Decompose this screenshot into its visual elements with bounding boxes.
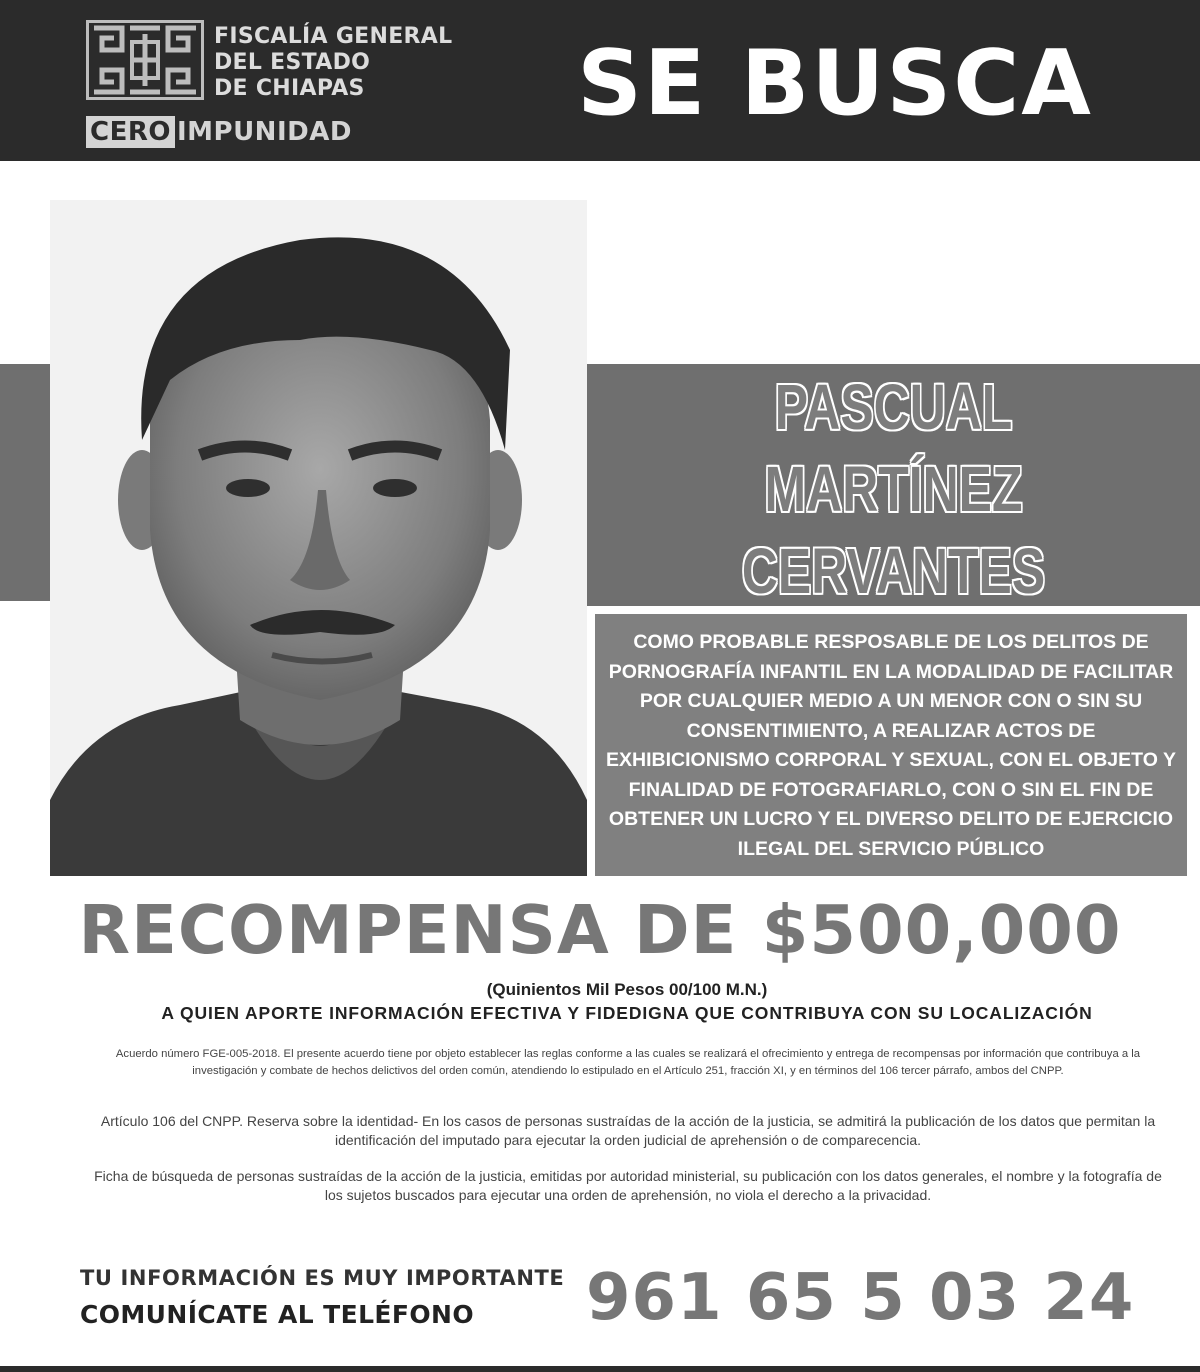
reward-amount-words: (Quinientos Mil Pesos 00/100 M.N.)	[486, 980, 768, 999]
legal-text-agreement: Acuerdo número FGE-005-2018. El presente acuerdo tiene por objeto establecer las reglas conforme a las cuales se realizará el ofrecimiento y entrega de recompensas por información que contribuya a la investigación y combate de hechos delictivos del orden común, atendiendo lo estipulado en el Artículo 251, fracción XI, y en términos del 106 tercer párrafo, ambos del CNPP.	[115, 1048, 1141, 1077]
suspect-name-line-1: PASCUAL	[774, 371, 1013, 443]
suspect-name-line-2: MARTÍNEZ	[764, 453, 1023, 525]
reward-headline: RECOMPENSA DE $500,000	[78, 891, 1122, 969]
slogan	[86, 116, 352, 148]
fretwork-logo-icon	[86, 20, 204, 100]
mugshot-photo	[50, 200, 587, 876]
reward-condition: A QUIEN APORTE INFORMACIÓN EFECTIVA Y FIDEDIGNA QUE CONTRIBUYA CON SU LOCALIZACIÓN	[161, 1003, 1093, 1023]
slogan-cero: CERO	[86, 116, 175, 148]
phone-number: 961 65 5 03 24	[586, 1261, 1135, 1335]
suspect-name-line-3: CERVANTES	[741, 535, 1046, 607]
call-to-action-line-2: COMUNÍCATE AL TELÉFONO	[80, 1300, 475, 1329]
org-name-line-2: DEL ESTADO	[214, 50, 371, 75]
org-name-line-3: DE CHIAPAS	[214, 76, 365, 101]
slogan-impunidad: IMPUNIDAD	[176, 117, 352, 147]
legal-text-article-106: Artículo 106 del CNPP. Reserva sobre la identidad- En los casos de personas sustraídas de la acción de la justicia, se admitirá la publicación de los datos que permitan la identificación del imputado para ejecutar la orden judicial de aprehensión o de comparecencia.	[100, 1113, 1156, 1148]
bottom-rule	[0, 1366, 1200, 1372]
header-banner	[0, 0, 1200, 161]
call-to-action-line-1: TU INFORMACIÓN ES MUY IMPORTANTE	[80, 1266, 565, 1290]
charges-description: COMO PROBABLE RESPOSABLE DE LOS DELITOS DE PORNOGRAFÍA INFANTIL EN LA MODALIDAD DE FACILITAR POR CUALQUIER MEDIO A UN MENOR CON O SIN SU CONSENTIMIENTO, A REALIZAR ACTOS DE EXHIBICIONISMO CORPORAL Y SEXUAL, CON EL OBJETO Y FINALIDAD DE FOTOGRAFIARLO, CON O SIN EL FIN DE OBTENER UN LUCRO Y EL DIVERSO DELITO DE EJERCICIO ILEGAL DEL SERVICIO PÚBLICO	[595, 614, 1187, 876]
left-accent-bar	[0, 364, 50, 601]
poster-title: SE BUSCA	[577, 31, 1093, 136]
legal-text-privacy: Ficha de búsqueda de personas sustraídas de la acción de la justicia, emitidas por autoridad ministerial, su publicación con los datos generales, el nombre y la fotografía de los sujetos buscados para ejecutar una orden de aprehensión, no viola el derecho a la privacidad.	[94, 1168, 1162, 1203]
org-name-line-1: FISCALÍA GENERAL	[214, 24, 453, 49]
